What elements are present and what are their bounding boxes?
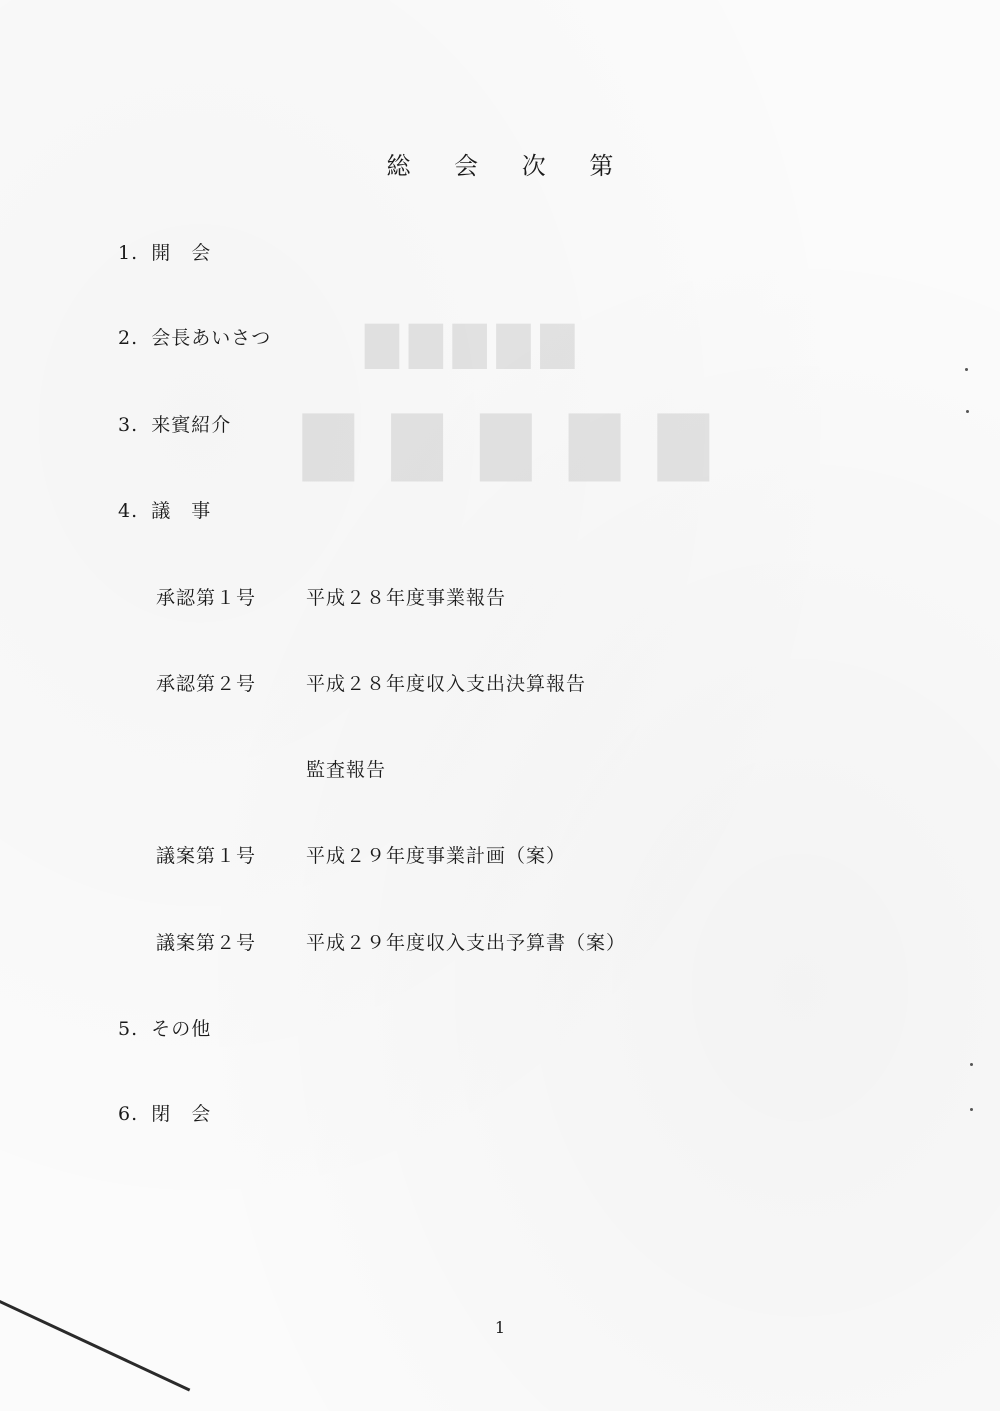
item-number: 2. (118, 327, 139, 349)
item-number: 1. (118, 242, 139, 264)
page-fold-edge (0, 1300, 190, 1391)
scan-speck (965, 368, 968, 371)
item-number: 6. (118, 1103, 139, 1125)
subitem-code: 承認第１号 (156, 587, 257, 609)
item-number: 5. (118, 1018, 139, 1040)
agenda-item-6 (118, 1099, 211, 1126)
subitem-description: 平成２９年度収入支出予算書（案） (306, 932, 627, 954)
bleed-through-shadow: ▇▇▇▇▇ (355, 318, 575, 369)
subitem-description: 平成２８年度収入支出決算報告 (306, 673, 587, 695)
agenda-item-5 (118, 1014, 211, 1041)
scan-speck (970, 1063, 973, 1066)
agenda-item-1 (118, 238, 211, 265)
item-label: 来賓紹介 (151, 414, 232, 436)
scan-speck (970, 1108, 973, 1111)
agenda-item-2 (118, 323, 271, 350)
item-label: 開 会 (151, 242, 212, 264)
item-label: その他 (151, 1018, 212, 1040)
document-title: 総 会 次 第 (386, 152, 632, 180)
scan-speck (966, 410, 969, 413)
page-number: 1 (494, 1318, 506, 1337)
item-label: 会長あいさつ (151, 327, 272, 349)
subitem-code: 議案第１号 (156, 845, 257, 867)
subitem-code: 承認第２号 (156, 673, 257, 695)
subitem-code: 議案第２号 (156, 932, 257, 954)
item-label: 議 事 (151, 500, 212, 522)
bleed-through-shadow: ▇▇▇▇▇ (265, 404, 709, 481)
subitem-description: 平成２８年度事業報告 (306, 587, 507, 609)
agenda-item-3 (118, 410, 231, 437)
item-number: 4. (118, 500, 139, 522)
subitem-description: 平成２９年度事業計画（案） (306, 845, 567, 867)
item-number: 3. (118, 414, 139, 436)
item-label: 閉 会 (151, 1103, 212, 1125)
agenda-item-4 (118, 496, 211, 523)
subitem-description: 監査報告 (306, 759, 387, 781)
